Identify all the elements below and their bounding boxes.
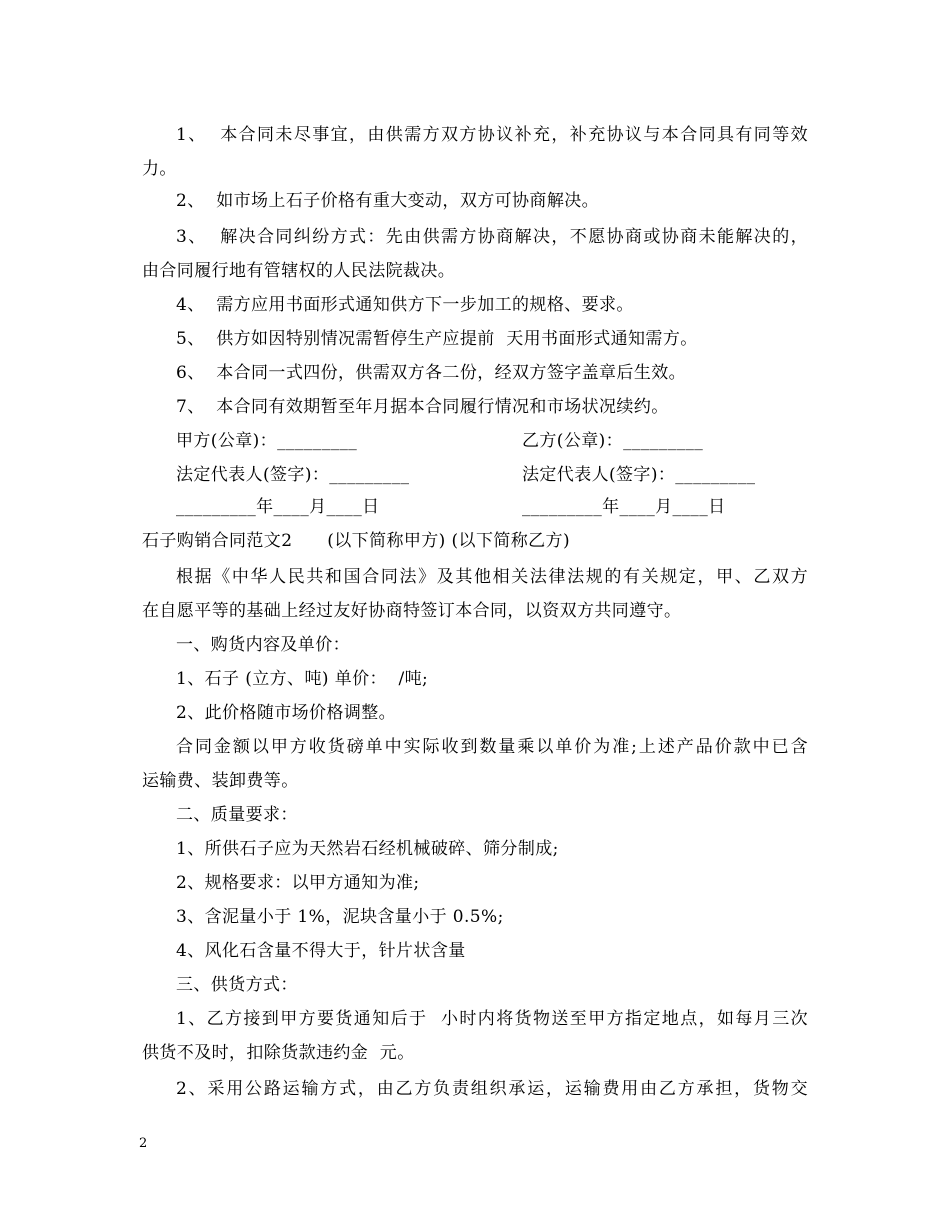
supply-item-1-line-1: 1、乙方接到甲方要货通知后于 小时内将货物送至甲方指定地点，如每月三次	[176, 1009, 808, 1029]
supply-item-1-line-2: 供货不及时，扣除货款违约金 元。	[142, 1043, 415, 1063]
quality-item-2: 2、规格要求：以甲方通知为准;	[176, 873, 420, 893]
clause-6: 6、 本合同一式四份，供需双方各二份，经双方签字盖章后生效。	[176, 363, 687, 383]
contract-amount-line-2: 运输费、装卸费等。	[142, 771, 299, 791]
section-heading-supply: 三、供货方式：	[176, 975, 298, 995]
quality-item-3: 3、含泥量小于 1%，泥块含量小于 0.5%;	[176, 907, 504, 927]
purchase-item-1: 1、石子 (立方、吨) 单价： /吨;	[176, 669, 429, 689]
page-number: 2	[139, 1136, 148, 1151]
party-a-date: _________年____月____日	[176, 497, 380, 517]
preamble-line-2: 在自愿平等的基础上经过友好协商特签订本合同，以资双方共同遵守。	[142, 601, 682, 621]
supply-item-2-line-1: 2、采用公路运输方式，由乙方负责组织承运，运输费用由乙方承担，货物交	[176, 1079, 808, 1099]
section-heading-quality: 二、质量要求：	[176, 805, 298, 825]
party-b-representative: 法定代表人(签字)：_________	[522, 465, 756, 485]
clause-1-line-2: 力。	[142, 159, 177, 179]
contract-2-title: 石子购销合同范文2 (以下简称甲方) (以下简称乙方)	[142, 531, 570, 551]
quality-item-4: 4、风化石含量不得大于，针片状含量	[176, 941, 466, 961]
party-b-seal: 乙方(公章)：_________	[522, 431, 704, 451]
purchase-item-2: 2、此价格随市场价格调整。	[176, 703, 397, 723]
clause-4: 4、 需方应用书面形式通知供方下一步加工的规格、要求。	[176, 295, 634, 315]
clause-1-line-1: 1、 本合同未尽事宜，由供需方双方协议补充，补充协议与本合同具有同等效	[176, 125, 808, 145]
preamble-line-1: 根据《中华人民共和国合同法》及其他相关法律法规的有关规定，甲、乙双方	[176, 567, 808, 587]
contract-amount-line-1: 合同金额以甲方收货磅单中实际收到数量乘以单价为准;上述产品价款中已含	[176, 737, 808, 757]
quality-item-1: 1、所供石子应为天然岩石经机械破碎、筛分制成;	[176, 839, 559, 859]
party-a-representative: 法定代表人(签字)：_________	[176, 465, 410, 485]
section-heading-purchase: 一、购货内容及单价：	[176, 635, 350, 655]
clause-3-line-1: 3、 解决合同纠纷方式：先由供需方协商解决，不愿协商或协商未能解决的，	[176, 227, 808, 247]
clause-5: 5、 供方如因特别情况需暂停生产应提前 天用书面形式通知需方。	[176, 329, 698, 349]
clause-2: 2、 如市场上石子价格有重大变动，双方可协商解决。	[176, 191, 600, 211]
clause-3-line-2: 由合同履行地有管辖权的人民法院裁决。	[142, 261, 456, 281]
clause-7: 7、 本合同有效期暂至年月据本合同履行情况和市场状况续约。	[176, 397, 669, 417]
party-a-seal: 甲方(公章)：_________	[176, 431, 358, 451]
party-b-date: _________年____月____日	[522, 497, 726, 517]
